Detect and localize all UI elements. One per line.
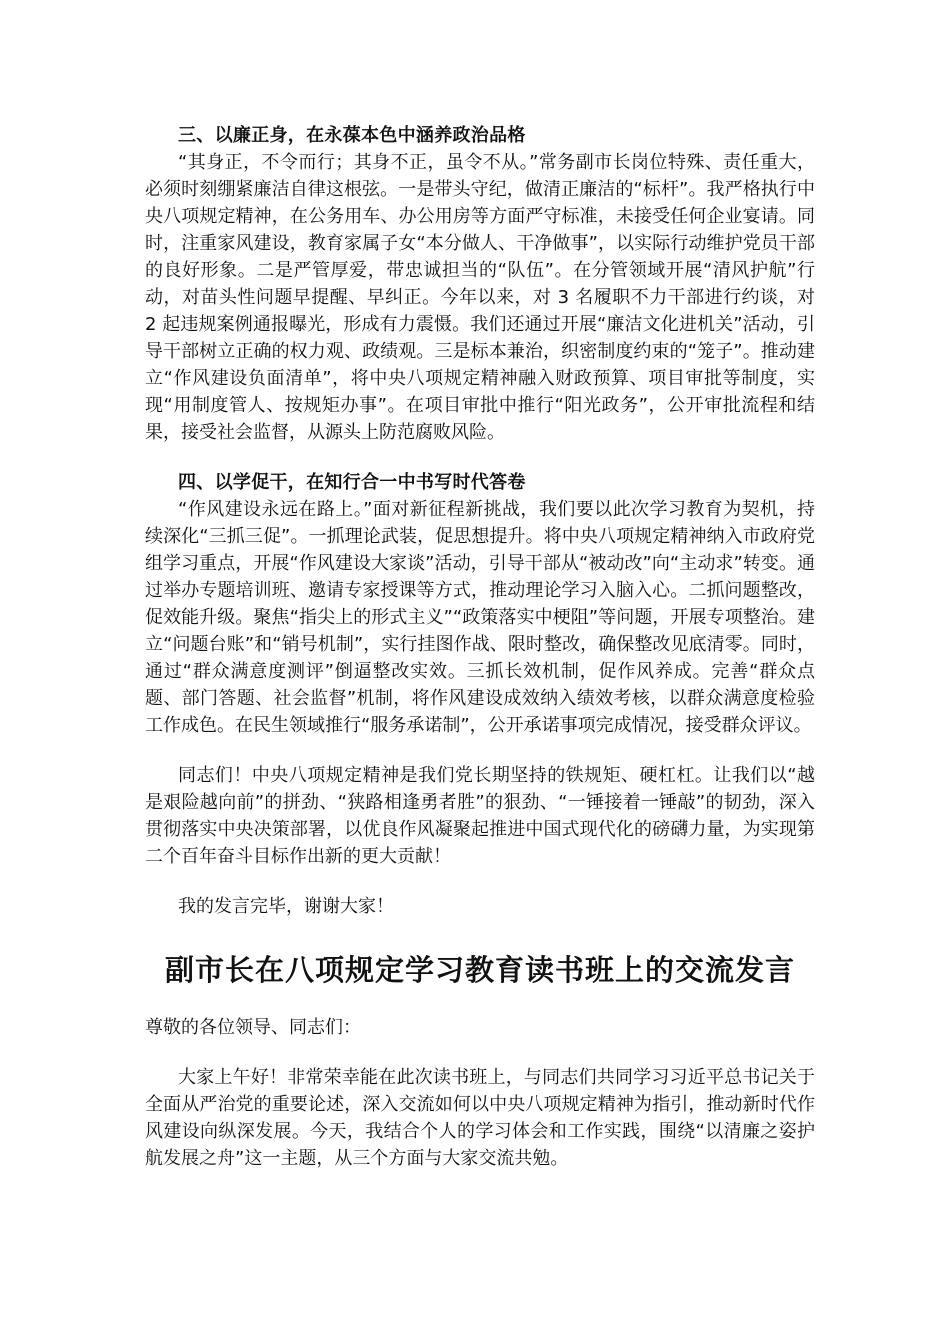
spacer [145,990,815,1014]
section-3-body: “其身正，不令而行；其身不正，虽令不从。”常务副市长岗位特殊、责任重大，必须时刻绷紧廉洁自律这根弦。一是带头守纪，做清正廉洁的“标杆”。我严格执行中央八项规定精神，在公务用车、办公用房等方面严守标准，未接受任何企业宴请。同时，注重家风建设，教育家属子女“本分做人、干净做事”，以实际行动维护党员干部的良好形象。二是严管厚爱，带忠诚担当的“队伍”。在分管领域开展“清风护航”行动，对苗头性问题早提醒、早纠正。今年以来，对 3 名履职不力干部进行约谈，对 2 起违规案例通报曝光，形成有力震慑。我们还通过开展“廉洁文化进机关”活动，引导干部树立正确的权力观、政绩观。三是标本兼治，织密制度约束的“笼子”。推动建立“作风建设负面清单”，将中央八项规定精神融入财政预算、项目审批等制度，实现“用制度管人、按规矩办事”。在项目审批中推行“阳光政务”，公开审批流程和结果，接受社会监督，从源头上防范腐败风险。 [145,152,815,443]
spacer [145,870,815,893]
closing-thanks: 我的发言完毕，谢谢大家！ [178,896,394,917]
opening-paragraph: 大家上午好！非常荣幸能在此次读书班上，与同志们共同学习习近平总书记关于全面从严治党的重要论述，深入交流如何以中央八项规定精神为指引，推动新时代作风建设向纵深发展。今天，我结合个人的学习体会和工作实践，围绕“以清廉之姿护航发展之舟”这一主题，从三个方面与大家交流共勉。 [145,1067,815,1169]
spacer [145,1041,815,1064]
closing-paragraph: 同志们！中央八项规定精神是我们党长期坚持的铁规矩、硬杠杠。让我们以“越是艰险越向前”的拼劲、“狭路相逢勇者胜”的狠劲、“一锤接着一锤敲”的韧劲，深入贯彻落实中央决策部署，以优良作风凝聚起推进中国式现代化的磅礴力量，为实现第二个百年奋斗目标作出新的更大贡献！ [145,765,815,867]
document-page [145,122,815,1172]
salutation: 尊敬的各位领导、同志们： [145,1017,361,1038]
spacer [145,920,815,950]
section-heading-4: 四、以学促干，在知行合一中书写时代答卷 [178,472,526,493]
spacer [145,739,815,762]
section-4-body: “作风建设永远在路上。”面对新征程新挑战，我们要以此次学习教育为契机，持续深化“三抓三促”。一抓理论武装，促思想提升。将中央八项规定精神纳入市政府党组学习重点，开展“作风建设大家谈”活动，引导干部从“被动改”向“主动求”转变。通过举办专题培训班、邀请专家授课等方式，推动理论学习入脑入心。二抓问题整改，促效能升级。聚焦“指尖上的形式主义”“政策落实中梗阻”等问题，开展专项整治。建立“问题台账”和“销号机制”，实行挂图作战、限时整改，确保整改见底清零。同时，通过“群众满意度测评”倒逼整改实效。三抓长效机制，促作风养成。完善“群众点题、部门答题、社会监督”机制，将作风建设成效纳入绩效考核，以群众满意度检验工作成色。在民生领域推行“服务承诺制”，公开承诺事项完成情况，接受群众评议。 [145,499,815,736]
spacer [145,446,815,469]
article-title: 副市长在八项规定学习教育读书班上的交流发言 [164,953,795,987]
section-heading-3: 三、以廉正身，在永葆本色中涵养政治品格 [178,125,526,146]
